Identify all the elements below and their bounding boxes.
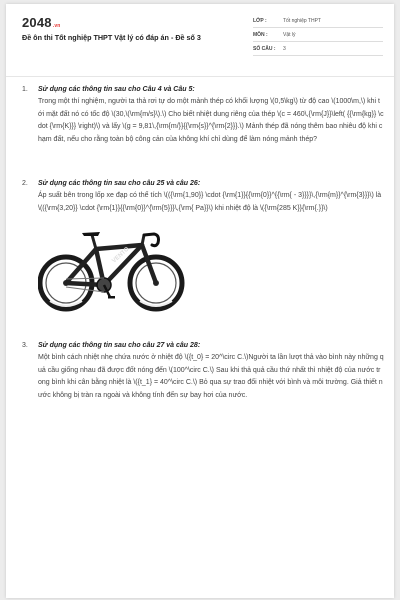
question-number: 2. [22,180,28,187]
question-item [22,340,384,402]
question-title: Sử dụng các thông tin sau cho Câu 4 và Câu 5: [38,86,195,93]
meta-row-subject [253,28,383,42]
question-body [38,84,384,146]
meta-value: Tốt nghiệp THPT [283,17,321,24]
meta-row-count [253,42,383,56]
question-text: Áp suất bên trong lốp xe đạp có thể tích \(({\rm{1,90}} \cdot {\rm{1}}{{\rm{0}}^{{\rm{ - 3}}}}\,{\rm{m}}^{\rm{3}}}\) là \(({\rm{3,20}} \cdot {\rm{1}}{{\rm{0}}^{\rm{5}}}\,{\rm{ Pa}}\) khi nhiệt độ là \({\rm{285 K}}{\rm{.}}\) [38,192,382,212]
meta-key: MÔN : [253,31,268,38]
meta-key: LỚP : [253,17,267,24]
exam-title: Đề ôn thi Tốt nghiệp THPT Vật lý có đáp án - Đề số 3 [22,33,201,42]
question-number: 1. [22,86,28,93]
meta-row-class [253,14,383,28]
svg-text:VENTO: VENTO [111,246,131,265]
meta-value: 3 [283,45,286,52]
question-item [22,84,384,146]
exam-meta-table [253,14,383,56]
bicycle-image [38,219,188,317]
logo-main: 2048 [22,15,52,30]
meta-key: SỐ CÂU : [253,45,276,52]
site-logo[interactable] [22,15,61,30]
header-divider [6,76,394,77]
question-title: Sử dụng các thông tin sau cho câu 25 và câu 26: [38,180,201,187]
logo-suffix: .vn [52,23,61,29]
question-item [22,178,384,317]
question-body [38,340,384,402]
exam-page [6,4,394,598]
question-text: Trong một thí nghiệm, người ta thả rơi tự do một mảnh thép có khối lượng \(0,5\kg\) từ độ cao \(1000\m,\) khi tới mặt đất nó có tốc độ \(30,\(\rm{m/s}\).\) Cho biết nhiệt dung riêng của thép \(c = 460\,{\rm{J}}\left( {{\rm{kg}} \cdot {\rm{K}}} \right)\) và lấy \(g = 9,81\,{\rm{m/}}{{\rm{s}}^{\rm{2}}}.\) Mảnh thép đã nóng thêm bao nhiêu độ khi chạm đất, nếu cho rằng toàn bộ công cản của không khí chỉ dùng để làm nóng mảnh thép? [38,98,384,143]
question-title: Sử dụng các thông tin sau cho câu 27 và câu 28: [38,342,201,349]
page-header [6,4,394,76]
question-number: 3. [22,342,28,349]
meta-value: Vật lý [283,31,296,38]
question-text: Một bình cách nhiệt nhẹ chứa nước ở nhiệt độ \({t_0} = 20^\circ C.\)Người ta lần lượt thả vào bình này những quả cầu giống nhau đã được đốt nóng đến \(100^\circ C.\) Sau khi thả quả cầu thứ nhất thì nhiệt độ của nước trong bình khi cân bằng nhiệt là \({t_1} = 40^\circ C.\) Bỏ qua sự trao đổi nhiệt với bình và môi trường. Giả thiết nước không bị tràn ra ngoài và không tính đến sự bay hơi của nước. [38,354,384,399]
question-body [38,178,384,317]
